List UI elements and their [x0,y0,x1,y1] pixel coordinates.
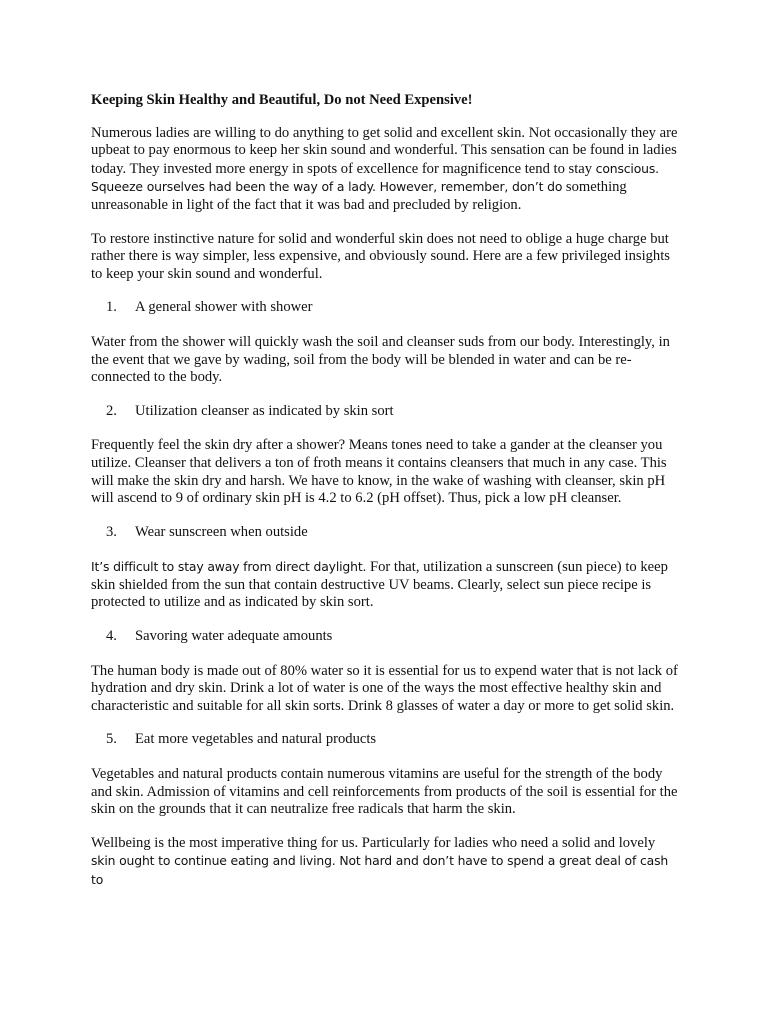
item2-paragraph: Frequently feel the skin dry after a shower? Means tones need to take a gander at the cleanser you utilize. Cleanser that delivers a ton of froth means it contains cleansers that much in any case. This will make the skin dry and harsh. We have to know, in the wake of washing with cleanser, skin pH will ascend to 9 of ordinary skin pH is 4.2 to 6.2 (pH offset). Thus, pick a low pH cleanser. [91,437,667,507]
item3-text-part2: For that, utilization a sunscreen (sun piece) to keep skin shielded from the sun that contain destructive UV beams. Clearly, select sun piece recipe is protected to utilize and as indicated by skin sort. [91,559,668,611]
second-paragraph: To restore instinctive nature for solid and wonderful skin does not need to oblige a huge charge but rather there is way simpler, less expensive, and obviously sound. Here are a few privileged insights to keep your skin sound and wonderful. [91,230,670,282]
item4-paragraph: The human body is made out of 80% water so it is essential for us to expend water that is not lack of hydration and dry skin. Drink a lot of water is one of the ways the most effective healthy skin and characteristic and suitable for all skin sorts. Drink 8 glasses of water a day or more to get solid skin. [91,662,678,714]
intro-text-part1: Numerous ladies are willing to do anything to get solid and excellent skin. Not occasionally they are upbeat to pay enormous to keep her skin sound and wonderful. This sensation can be found in ladies today. They invested more energy in spots of excellence for magnificence tend to stay [91,124,678,177]
list-number: 5. [106,731,117,748]
list-item-text: Eat more vegetables and natural products [135,731,377,748]
list-item-text: Utilization cleanser as indicated by skin sort [135,402,394,419]
list-item-text: A general shower with shower [135,299,313,316]
document-page [91,92,681,906]
item3-paragraph [91,558,681,612]
intro-paragraph [91,125,681,215]
list-item-1 [91,299,681,317]
list-item-2 [91,403,681,421]
list-number: 1. [106,299,117,316]
list-item-3 [91,524,681,542]
list-number: 4. [106,628,117,645]
list-item-text: Savoring water adequate amounts [135,628,333,645]
list-item-4 [91,628,681,646]
item5-paragraph: Vegetables and natural products contain numerous vitamins are useful for the strength of the body and skin. Admission of vitamins and cell reinforcements from products of the soil is essential for the skin on the grounds that it can neutralize free radicals that harm the skin. [91,766,678,818]
list-number: 3. [106,523,117,540]
intro-text-part2: conscious. Squeeze ourselves had been the way of a lady. However, remember, don’t do [91,160,659,195]
list-item-text: Wear sunscreen when outside [135,523,308,540]
closing-paragraph [91,835,681,890]
intro-text-part3: something unreasonable in light of the fact that it was bad and precluded by religion. [91,179,627,213]
list-number: 2. [106,402,117,419]
item1-paragraph: Water from the shower will quickly wash the soil and cleanser suds from our body. Interestingly, in the event that we gave by wading, soil from the body will be blended in water and can be re-connected to the body. [91,333,670,386]
list-item-5 [91,731,681,749]
closing-text-part2: skin ought to continue eating and living. Not hard and don’t have to spend a great deal of cash to [91,853,669,887]
item3-text-part1: It’s difficult to stay away from direct daylight. [91,559,367,575]
closing-text-part1: Wellbeing is the most imperative thing for us. Particularly for ladies who need a solid and lovely [91,834,656,851]
document-title: Keeping Skin Healthy and Beautiful, Do not Need Expensive! [91,92,473,108]
